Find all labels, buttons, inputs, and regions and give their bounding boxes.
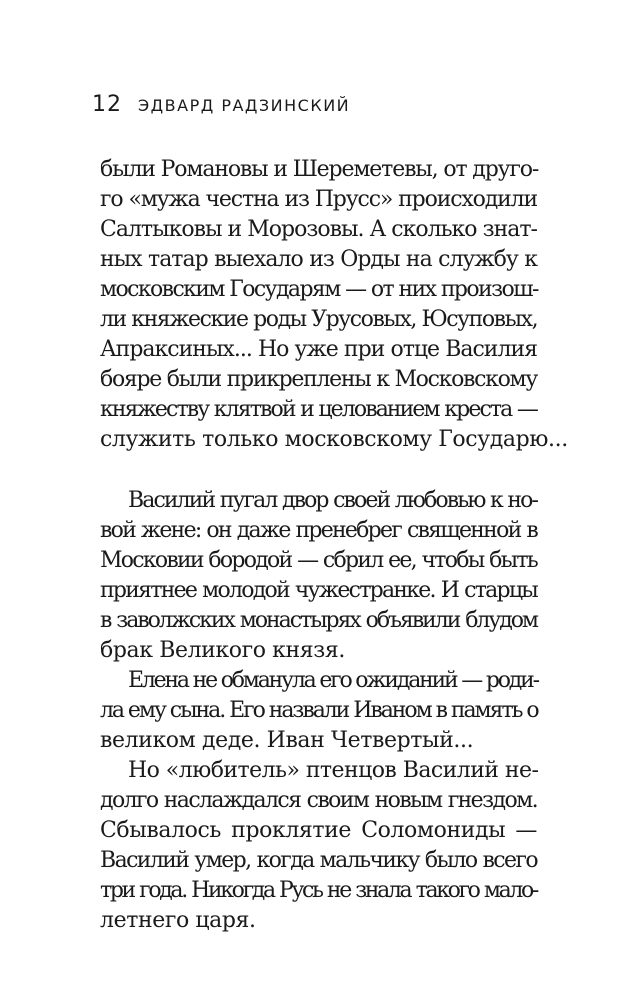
text-line: ных татар выехало из Орды на службу к <box>100 247 537 272</box>
text-line: долго наслаждался своим новым гнездом. <box>100 788 537 813</box>
text-line: Елена не обманула его ожиданий — роди- <box>128 668 538 693</box>
text-line: го «мужа честна из Прусс» происходили <box>100 187 537 212</box>
text-line: бояре были прикреплены к Московскому <box>100 367 537 392</box>
author-name: ЭДВАРД РАДЗИНСКИЙ <box>138 96 351 115</box>
text-line: брак Великого князя. <box>100 638 345 663</box>
text-line: приятнее молодой чужестранке. И старцы <box>100 578 537 603</box>
text-line: Василий умер, когда мальчику было всего <box>100 848 537 873</box>
text-line: Сбывалось проклятие Соломониды — <box>100 818 537 843</box>
text-line: Апраксиных... Но уже при отце Василия <box>100 337 537 362</box>
text-line: ли княжеские роды Урусовых, Юсуповых, <box>100 307 538 332</box>
text-line: Московии бородой — сбрил ее, чтобы быть <box>100 548 537 573</box>
text-line: Василий пугал двор своей любовью к но- <box>128 488 537 513</box>
text-line: московским Государям — от них произош- <box>100 277 538 302</box>
text-line: ла ему сына. Его назвали Иваном в память о <box>100 698 538 723</box>
text-line: три года. Никогда Русь не знала такого мало- <box>100 878 537 903</box>
text-line: летнего царя. <box>100 908 256 933</box>
text-line: княжеству клятвой и целованием креста — <box>100 397 537 422</box>
text-line: Но «любитель» птенцов Василий не- <box>128 758 539 783</box>
text-line: великом деде. Иван Четвертый... <box>100 728 474 753</box>
page-number: 12 <box>92 92 122 117</box>
text-line: служить только московскому Государю... <box>100 427 568 452</box>
text-line: были Романовы и Шереметевы, от друго- <box>100 157 539 182</box>
text-line: в заволжских монастырях объявили блудом <box>100 608 537 633</box>
running-head <box>92 92 350 122</box>
text-line: Салтыковы и Морозовы. А сколько знат- <box>100 217 537 242</box>
text-line: вой жене: он даже пренебрег священной в <box>100 518 537 543</box>
